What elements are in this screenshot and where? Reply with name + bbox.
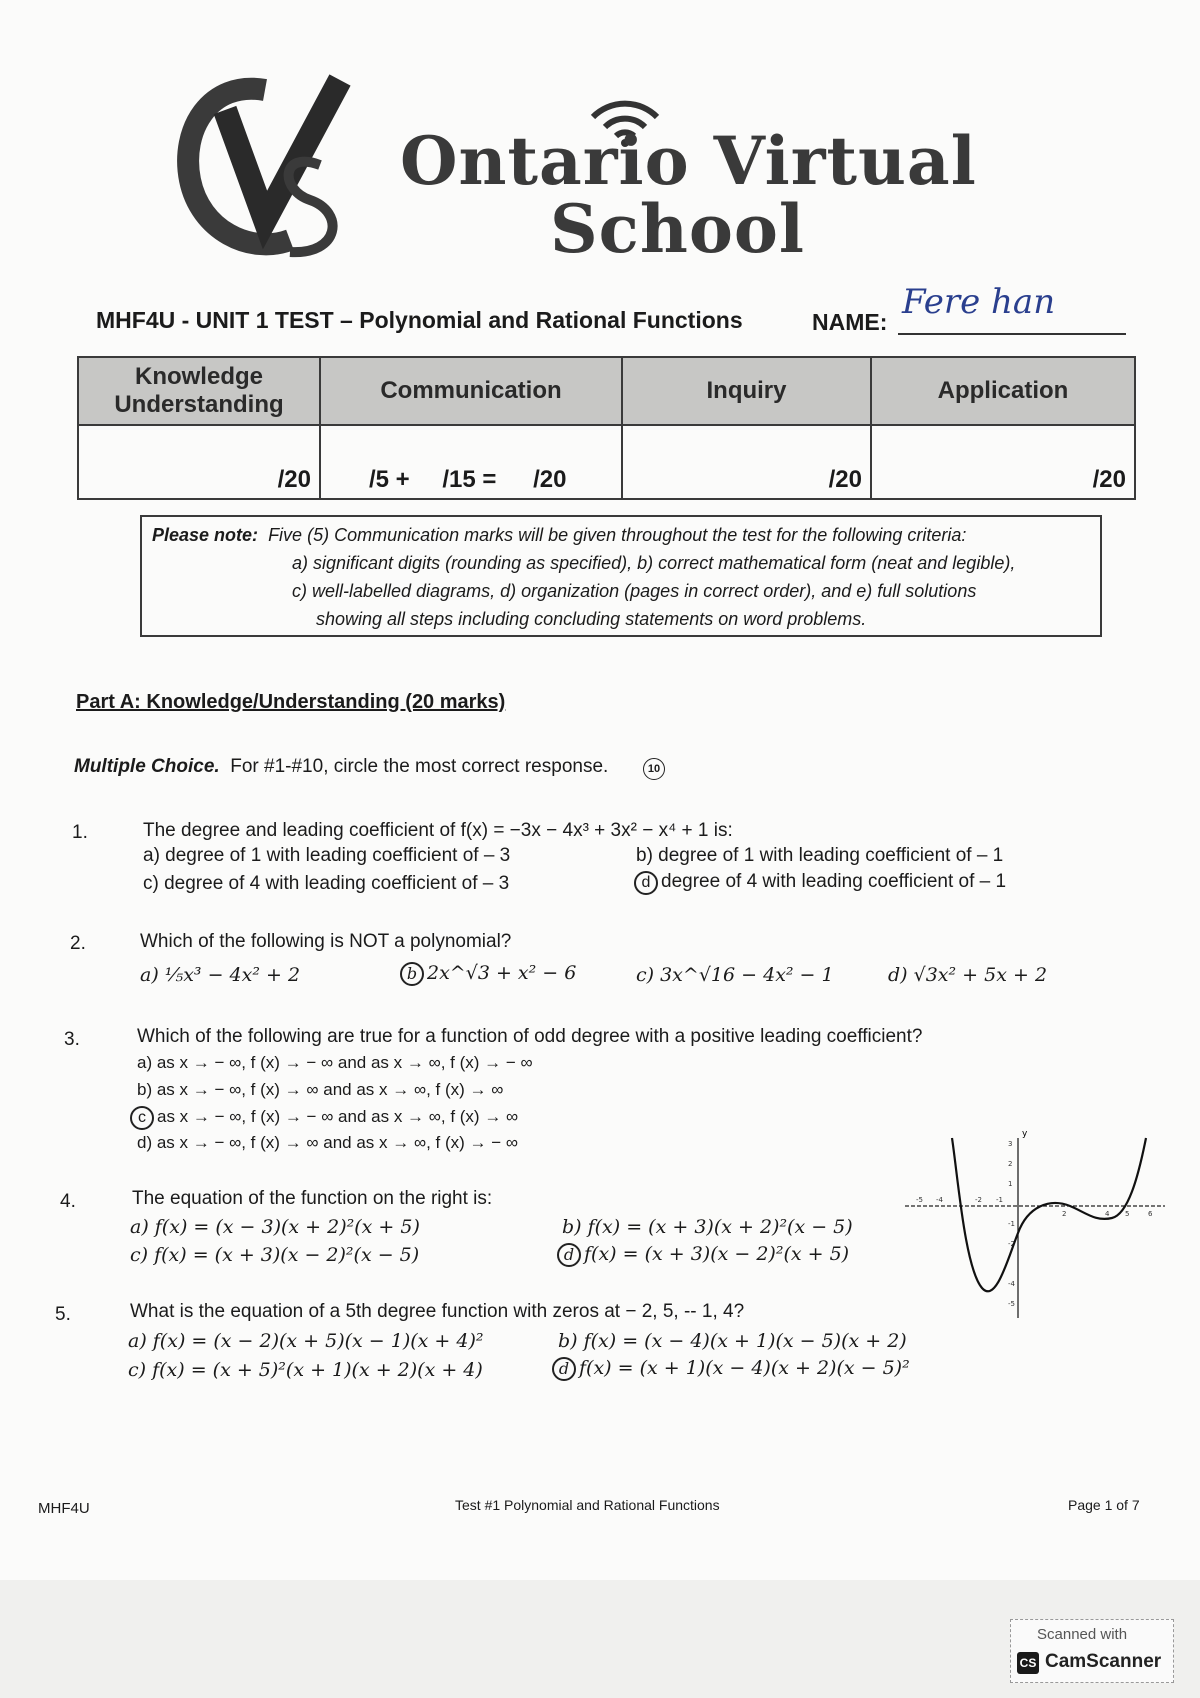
q3-option-c-text: as x → − ∞, f (x) → − ∞ and as x → ∞, f (x) → ∞ [157, 1107, 519, 1126]
y-tick-label: -5 [1008, 1300, 1015, 1308]
q1-option-d[interactable] [634, 871, 1006, 895]
note-line4: showing all steps including concluding statements on word problems. [316, 609, 867, 629]
q4-option-d-text: f(x) = (x + 3)(x − 2)²(x + 5) [584, 1243, 850, 1265]
handwritten-score: 10 [643, 758, 665, 780]
x-tick-label: -1 [996, 1196, 1003, 1204]
q4-number: 4. [60, 1191, 76, 1212]
q5-stem: What is the equation of a 5th degree function with zeros at − 2, 5, -- 1, 4? [130, 1301, 745, 1322]
header-communication: Communication [320, 357, 622, 425]
q1-option-c[interactable]: c) degree of 4 with leading coefficient of – 3 [143, 873, 510, 894]
camscanner-watermark [1010, 1619, 1174, 1683]
q2-option-b[interactable] [400, 962, 576, 986]
x-tick-label: -5 [916, 1196, 923, 1204]
note-line2: a) significant digits (rounding as specified), b) correct mathematical form (neat and legible), [292, 553, 1016, 573]
q5-selected-mark: d [552, 1357, 576, 1381]
x-tick-label: -4 [936, 1196, 943, 1204]
y-tick-label: 2 [1008, 1160, 1013, 1168]
q2-option-d[interactable]: d) √3x² + 5x + 2 [888, 964, 1048, 986]
q5-option-d-text: f(x) = (x + 1)(x − 4)(x + 2)(x − 5)² [579, 1357, 910, 1379]
watermark-caption: Scanned with [1037, 1626, 1128, 1643]
header-inquiry: Inquiry [622, 357, 871, 425]
school-name-line1: Ontario Virtual [400, 122, 977, 200]
q2-option-a[interactable]: a) ⅕x³ − 4x² + 2 [140, 964, 301, 986]
q2-option-c[interactable]: c) 3x^√16 − 4x² − 1 [636, 964, 834, 986]
comm-part-a: /5 + [369, 466, 410, 493]
q3-selected-mark: c [130, 1106, 154, 1130]
q5-option-a[interactable]: a) f(x) = (x − 2)(x + 5)(x − 1)(x + 4)² [128, 1330, 484, 1352]
q3-option-c[interactable] [130, 1106, 518, 1130]
y-tick-label: -1 [1008, 1220, 1015, 1228]
x-tick-label: 6 [1148, 1210, 1153, 1218]
q1-selected-mark: d [634, 871, 658, 895]
q3-option-b[interactable]: b) as x → − ∞, f (x) → ∞ and as x → ∞, f (x) → ∞ [137, 1080, 504, 1099]
note-line3: c) well-labelled diagrams, d) organization (pages in correct order), and e) full solutions [292, 581, 977, 601]
x-tick-label: 5 [1125, 1210, 1130, 1218]
header-application: Application [871, 357, 1135, 425]
test-title: MHF4U - UNIT 1 TEST – Polynomial and Rational Functions [96, 307, 743, 333]
communication-score [320, 425, 622, 499]
q1-option-b[interactable]: b) degree of 1 with leading coefficient of – 1 [636, 845, 1004, 866]
q1-stem: The degree and leading coefficient of f(x) = −3x − 4x³ + 3x² − x⁴ + 1 is: [143, 820, 733, 841]
name-underline [898, 333, 1126, 335]
q4-stem: The equation of the function on the right is: [132, 1188, 493, 1209]
y-tick-label: -2 [1008, 1240, 1015, 1248]
q5-option-d[interactable] [552, 1357, 910, 1381]
y-tick-label: 3 [1008, 1140, 1013, 1148]
student-name: Fere han [902, 282, 1056, 322]
q4-option-d[interactable] [557, 1243, 849, 1267]
q4-option-a[interactable]: a) f(x) = (x − 3)(x + 2)²(x + 5) [130, 1216, 420, 1238]
inquiry-score: /20 [622, 425, 871, 499]
footer-course: MHF4U [38, 1500, 90, 1517]
name-label: NAME: [812, 309, 888, 335]
y-axis-label: y [1022, 1129, 1028, 1139]
mc-text: For #1-#10, circle the most correct response. [230, 756, 609, 777]
q5-option-b[interactable]: b) f(x) = (x − 4)(x + 1)(x − 5)(x + 2) [558, 1330, 907, 1352]
note-line1: Five (5) Communication marks will be given throughout the test for the following criteria: [268, 525, 967, 545]
application-score: /20 [871, 425, 1135, 499]
q5-option-c[interactable]: c) f(x) = (x + 5)²(x + 1)(x + 2)(x + 4) [128, 1359, 483, 1381]
camscanner-logo-icon: CS [1017, 1652, 1039, 1674]
q4-function-graph [900, 1118, 1170, 1318]
footer-page: Page 1 of 7 [1068, 1497, 1140, 1513]
note-lead: Please note: [152, 525, 259, 545]
x-tick-label: 2 [1062, 1210, 1067, 1218]
q4-option-c[interactable]: c) f(x) = (x + 3)(x − 2)²(x − 5) [130, 1244, 420, 1266]
x-tick-label: -2 [975, 1196, 982, 1204]
function-curve [952, 1138, 1146, 1291]
part-a-heading: Part A: Knowledge/Understanding (20 marks) [76, 691, 506, 713]
watermark-brand: CamScanner [1045, 1651, 1162, 1672]
comm-part-b: /15 = [442, 466, 497, 493]
header-knowledge: Knowledge Understanding [78, 357, 320, 425]
q3-stem: Which of the following are true for a function of odd degree with a positive leading coefficient? [137, 1026, 923, 1047]
marks-table [77, 356, 1136, 500]
ovs-logo-icon [170, 70, 370, 260]
q1-number: 1. [72, 822, 88, 843]
q1-option-d-text: degree of 4 with leading coefficient of – 1 [661, 871, 1007, 892]
knowledge-score: /20 [78, 425, 320, 499]
footer-title: Test #1 Polynomial and Rational Functions [455, 1497, 720, 1513]
q1-option-a[interactable]: a) degree of 1 with leading coefficient of – 3 [143, 845, 511, 866]
x-tick-label: 4 [1105, 1210, 1110, 1218]
comm-total: /20 [533, 466, 567, 493]
q2-option-b-text: 2x^√3 + x² − 6 [427, 962, 577, 984]
q3-option-d[interactable]: d) as x → − ∞, f (x) → ∞ and as x → ∞, f (x) → − ∞ [137, 1133, 518, 1152]
y-tick-label: -4 [1008, 1280, 1015, 1288]
q4-option-b[interactable]: b) f(x) = (x + 3)(x + 2)²(x − 5) [562, 1216, 853, 1238]
q3-number: 3. [64, 1029, 80, 1050]
mc-lead: Multiple Choice. [74, 756, 220, 777]
q2-number: 2. [70, 933, 86, 954]
q4-selected-mark: d [557, 1243, 581, 1267]
school-name-line2: School [550, 190, 805, 268]
note-box [140, 515, 1102, 637]
mc-instructions [74, 756, 608, 778]
q5-number: 5. [55, 1304, 71, 1325]
y-tick-label: 1 [1008, 1180, 1013, 1188]
q2-selected-mark: b [400, 962, 424, 986]
q2-stem: Which of the following is NOT a polynomial? [140, 931, 512, 952]
q3-option-a[interactable]: a) as x → − ∞, f (x) → − ∞ and as x → ∞, f (x) → − ∞ [137, 1053, 533, 1072]
